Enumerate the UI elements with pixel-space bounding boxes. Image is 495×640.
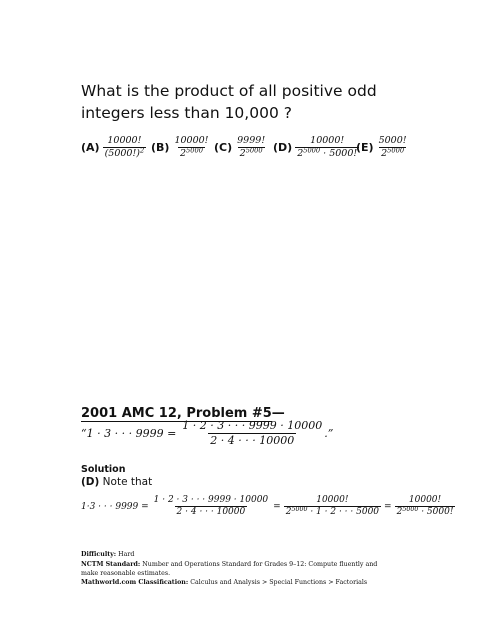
choice-fraction: $\frac{5000!}{2^{5000}}$ xyxy=(378,135,407,159)
solution-lead xyxy=(81,476,152,488)
solution-fraction-1: $\frac{1 \cdot 2 \cdot 3 \cdot \cdot \cdot 9999 \cdot 10000}{2 \cdot 4 \cdot \cdot \cdot 10000}$ xyxy=(153,495,269,518)
question-text: What is the product of all positive odd integers less than 10,000 ? xyxy=(81,82,377,122)
solution-fraction-2: $\frac{10000!}{2^{5000} \cdot 1 \cdot 2 \cdot \cdot \cdot 5000}$ xyxy=(285,495,380,518)
choice-label: (D) xyxy=(273,141,293,155)
solution-answer: (D) xyxy=(81,476,100,488)
equals-sign: = xyxy=(384,502,392,513)
choice-e xyxy=(356,136,409,159)
statement-open-quote: “ xyxy=(81,426,87,440)
nctm-value: Number and Operations Standard for Grades 9–12: Compute fluently and make reasonable estimates. xyxy=(81,561,378,577)
solution-lead-text: Note that xyxy=(102,476,153,488)
choice-fraction: $\frac{10000!}{2^{5000}}$ xyxy=(174,135,209,159)
solution-fraction-3: $\frac{10000!}{2^{5000} \cdot 5000!}$ xyxy=(396,495,454,518)
problem-statement xyxy=(81,420,333,447)
choice-label: (A) xyxy=(81,141,100,155)
choice-d xyxy=(273,136,359,159)
solution-lhs: 1·3 · · · 9999 = xyxy=(81,502,149,513)
mathworld-line: Mathworld.com Classification: Calculus and Analysis > Special Functions > Factorials xyxy=(81,579,368,586)
statement-fraction: $\frac{1 \cdot 2 \cdot 3 \cdot \cdot \cdot 9999 \cdot 10000}{2 \cdot 4 \cdot \cdot \cdot 10000}$ xyxy=(182,419,323,447)
mathworld-value: Calculus and Analysis > Special Functions > Factorials xyxy=(190,579,368,586)
choice-label: (B) xyxy=(151,141,170,155)
choice-a xyxy=(81,136,146,159)
difficulty-value: Hard xyxy=(118,551,135,558)
choice-c xyxy=(214,136,267,159)
solution-heading: Solution xyxy=(81,464,126,475)
choice-fraction: $\frac{10000!}{2^{5000} \cdot 5000!}$ xyxy=(297,135,358,159)
statement-lhs: 1 · 3 · · · 9999 = xyxy=(86,426,177,440)
problem-title: 2001 AMC 12, Problem #5 xyxy=(81,406,272,421)
equals-sign: = xyxy=(273,502,281,513)
difficulty-line: Difficulty: Hard xyxy=(81,551,135,558)
solution-equation xyxy=(81,496,458,518)
choice-fraction: $\frac{10000!}{(5000!)^2}$ xyxy=(104,135,145,159)
choice-b xyxy=(151,136,211,159)
choice-label: (E) xyxy=(356,141,374,155)
choice-fraction: $\frac{9999!}{2^{5000}}$ xyxy=(237,135,266,159)
problem-dash: — xyxy=(271,406,285,421)
statement-close: .” xyxy=(324,426,334,440)
nctm-line: NCTM Standard: Number and Operations Standard for Grades 9–12: Compute fluently and make reasonable estimates. xyxy=(81,561,378,577)
choice-label: (C) xyxy=(214,141,233,155)
